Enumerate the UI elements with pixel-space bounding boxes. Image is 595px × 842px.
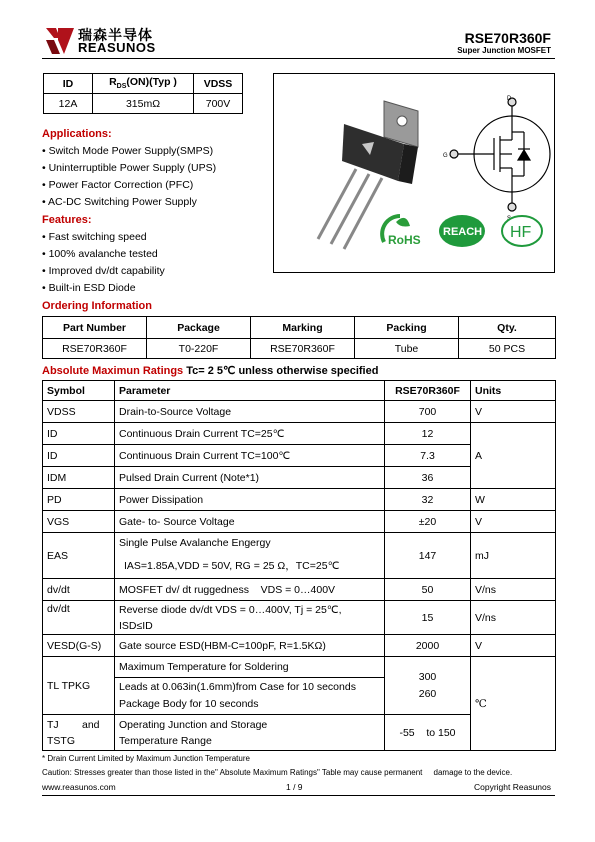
subtitle: Super Junction MOSFET — [457, 46, 551, 55]
symbol-line: TJ and — [47, 718, 100, 731]
param-line: Package Body for 10 seconds — [119, 697, 259, 710]
applications-title: Applications: — [42, 128, 112, 140]
unit-cell: A — [471, 423, 556, 489]
pin-d-label: D — [507, 96, 512, 102]
summary-value-vdss: 700V — [194, 94, 243, 114]
header-rule — [42, 58, 555, 59]
list-item: • Built-in ESD Diode — [42, 282, 136, 294]
value-line: 300 — [418, 670, 437, 683]
value-cell: 700 — [385, 401, 471, 423]
ordering-cell: Tube — [355, 339, 459, 359]
symbol-cell: VDSS — [43, 401, 115, 423]
param-cell — [115, 715, 385, 751]
symbol-cell: ID — [43, 445, 115, 467]
unit-cell: mJ — [471, 533, 556, 579]
ordering-title: Ordering Information — [42, 300, 152, 312]
ordering-cell: 50 PCS — [459, 339, 556, 359]
footer-page-number: 1 / 9 — [286, 782, 303, 792]
hf-badge — [500, 214, 544, 248]
table-row — [43, 401, 556, 423]
ordering-header: Qty. — [459, 317, 556, 339]
table-row — [43, 579, 556, 601]
value-cell — [385, 657, 471, 715]
param-cell: Gate source ESD(HBM-C=100pF, R=1.5KΩ) — [115, 635, 385, 657]
footer-copyright: Copyright Reasunos — [473, 782, 551, 792]
unit-cell: V — [471, 635, 556, 657]
ratings-header: Parameter — [115, 381, 385, 401]
features-list — [42, 229, 165, 297]
param-cell: Power Dissipation — [115, 489, 385, 511]
param-line: Leads at 0.063in(1.6mm)from Case for 10 seconds — [119, 680, 356, 693]
param-line: Temperature Range — [119, 734, 212, 747]
features-title: Features: — [42, 214, 92, 226]
value-cell: 36 — [385, 467, 471, 489]
param-cell: MOSFET dv/ dt ruggedness VDS = 0…400V — [115, 579, 385, 601]
symbol-cell: ID — [43, 423, 115, 445]
caution-note: Caution: Stresses greater than those listed in the" Absolute Maximum Ratings" Table may cause permanent damage to the device. — [42, 768, 513, 777]
ratings-title-line — [42, 364, 378, 377]
param-line: Maximum Temperature for Soldering — [115, 658, 384, 678]
table-row — [43, 533, 556, 579]
part-number-title: RSE70R360F — [464, 30, 551, 46]
value-line: 260 — [418, 687, 437, 700]
list-item: • Power Factor Correction (PFC) — [42, 179, 194, 191]
product-figure-box — [273, 73, 555, 273]
param-cell — [115, 533, 385, 579]
symbol-cell: dv/dt — [43, 579, 115, 601]
note-drain-current: * Drain Current Limited by Maximum Junction Temperature — [42, 754, 250, 763]
svg-text:REACH: REACH — [443, 226, 483, 238]
table-row — [43, 423, 556, 445]
brand-en: REASUNOS — [78, 40, 156, 55]
unit-cell: W — [471, 489, 556, 511]
value-cell: ±20 — [385, 511, 471, 533]
ordering-cell: RSE70R360F — [43, 339, 147, 359]
table-row — [43, 511, 556, 533]
symbol-cell: IDM — [43, 467, 115, 489]
param-cell: Continuous Drain Current TC=100℃ — [115, 445, 385, 467]
symbol-cell: PD — [43, 489, 115, 511]
ratings-condition: Tc= 2 5℃ unless otherwise specified — [186, 365, 379, 377]
value-cell: 32 — [385, 489, 471, 511]
ratings-header: Symbol — [43, 381, 115, 401]
ordering-header: Package — [147, 317, 251, 339]
summary-header-rds: $R_{DS}(ON)(Typ$ ) — [93, 74, 194, 94]
param-cell: Pulsed Drain Current (Note*1) — [115, 467, 385, 489]
ordering-header: Part Number — [43, 317, 147, 339]
param-line: ISD≤ID — [119, 620, 153, 632]
symbol-cell: TL TPKG — [43, 657, 115, 715]
company-logo — [44, 26, 76, 56]
unit-cell: V/ns — [471, 601, 556, 635]
list-item: • 100% avalanche tested — [42, 248, 158, 260]
list-item: • Fast switching speed — [42, 231, 147, 243]
ratings-table — [42, 380, 556, 751]
svg-text:HF: HF — [510, 224, 532, 241]
param-cell — [115, 601, 385, 635]
value-cell: -55 to 150 — [385, 715, 471, 751]
value-cell: 12 — [385, 423, 471, 445]
list-item: • Uninterruptible Power Supply (UPS) — [42, 162, 217, 174]
value-cell: 2000 — [385, 635, 471, 657]
list-item: • Improved dv/dt capability — [42, 265, 165, 277]
value-cell: 147 — [385, 533, 471, 579]
unit-cell: V/ns — [471, 579, 556, 601]
symbol-line: TSTG — [47, 734, 75, 747]
ratings-title: Absolute Maximun Ratings — [42, 365, 184, 377]
table-row — [43, 489, 556, 511]
symbol-cell: EAS — [43, 533, 115, 579]
ordering-header: Marking — [251, 317, 355, 339]
param-cell — [115, 657, 385, 715]
symbol-cell: VGS — [43, 511, 115, 533]
param-cell: Gate- to- Source Voltage — [115, 511, 385, 533]
rohs-badge — [376, 212, 426, 256]
brand-cn: 瑞森半导体 — [78, 27, 153, 43]
summary-table — [43, 73, 243, 114]
table-row — [43, 657, 556, 715]
value-cell: 50 — [385, 579, 471, 601]
ordering-cell: RSE70R360F — [251, 339, 355, 359]
ordering-table — [42, 316, 556, 359]
footer-website[interactable]: www.reasunos.com — [42, 782, 116, 792]
table-row — [43, 635, 556, 657]
svg-text:RoHS: RoHS — [388, 233, 421, 247]
unit-cell: V — [471, 401, 556, 423]
ordering-cell: T0-220F — [147, 339, 251, 359]
value-cell: 15 — [385, 601, 471, 635]
list-item: • Switch Mode Power Supply(SMPS) — [42, 145, 214, 157]
summary-header-id: ID — [44, 74, 93, 94]
unit-cell: ℃ — [471, 657, 556, 751]
param-line: Reverse diode dv/dt VDS = 0…400V, Tj = 25℃, — [119, 604, 342, 616]
symbol-cell — [43, 715, 115, 751]
ratings-header: Units — [471, 381, 556, 401]
table-row — [43, 601, 556, 635]
ordering-header: Packing — [355, 317, 459, 339]
param-line: Single Pulse Avalanche Engergy — [119, 536, 271, 549]
footer-rule — [42, 795, 555, 796]
param-line: Operating Junction and Storage — [119, 718, 268, 731]
symbol-cell: dv/dt — [43, 601, 115, 635]
summary-value-id: 12A — [44, 94, 93, 114]
param-cell: Drain-to-Source Voltage — [115, 401, 385, 423]
ratings-header: RSE70R360F — [385, 381, 471, 401]
unit-cell: V — [471, 511, 556, 533]
param-cell: Continuous Drain Current TC=25℃ — [115, 423, 385, 445]
list-item: • AC-DC Switching Power Supply — [42, 196, 197, 208]
symbol-cell: VESD(G-S) — [43, 635, 115, 657]
summary-value-rds: 315mΩ — [93, 94, 194, 114]
applications-list — [42, 143, 216, 211]
pin-s-label: S — [507, 216, 512, 222]
param-line: IAS=1.85A,VDD = 50V, RG = 25 Ω，TC=25℃ — [124, 559, 340, 572]
reach-badge — [438, 214, 486, 248]
pin-g-label: G — [443, 153, 448, 159]
value-cell: 7.3 — [385, 445, 471, 467]
summary-header-vdss: VDSS — [194, 74, 243, 94]
